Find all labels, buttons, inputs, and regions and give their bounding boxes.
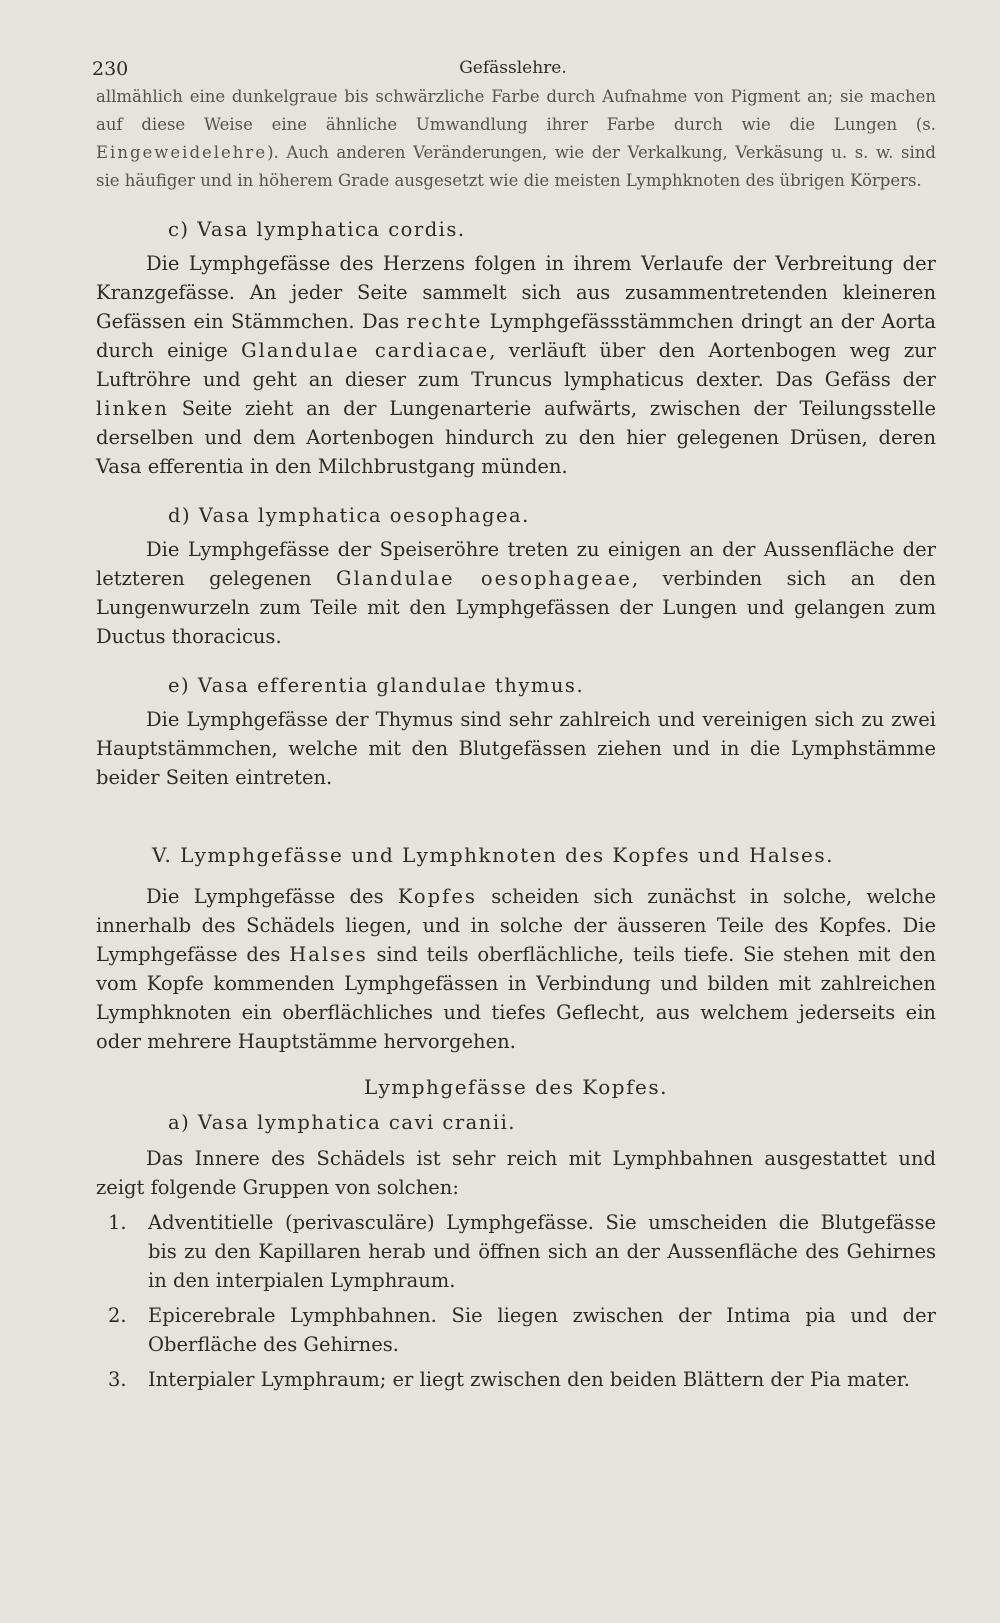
paragraph-cordis (96, 249, 936, 481)
list-item-number: 3. (108, 1368, 127, 1391)
section-heading-v: V. Lymphgefässe und Lymphknoten des Kopfes und Halses. (152, 843, 834, 867)
list-item-number: 2. (108, 1304, 127, 1327)
v-text-c: sind teils oberflächliche, teils tiefe. Sie stehen mit den vom Kopfe kommenden Lymphgefässen in Verbindung und bilden mit zahlreichen Lymphknoten ein oberflächliches und tiefes Geflecht, aus welchem jederseits ein oder mehrere Hauptstämme hervorgehen. (96, 943, 936, 1053)
page-number: 230 (92, 58, 129, 80)
paragraph-cavi-cranii: Das Innere des Schädels ist sehr reich mit Lymphbahnen ausgestattet und zeigt folgende Gruppen von solchen: (96, 1147, 936, 1199)
intro-text-b: ). Auch anderen Veränderungen, wie der Verkalkung, Verkäsung u. s. w. sind sie häufiger und in höherem Grade ausgesetzt wie die meisten Lymphknoten des übrigen Körpers. (96, 143, 936, 190)
heading-vasa-lymphatica-cordis: c) Vasa lymphatica cordis. (168, 218, 466, 241)
list-item-text: Interpialer Lymphraum; er liegt zwischen den beiden Blättern der Pia mater. (148, 1368, 910, 1391)
heading-vasa-lymphatica-oesophagea: d) Vasa lymphatica oesophagea. (168, 504, 530, 527)
running-title: Gefässlehre. (459, 58, 567, 78)
page-content (96, 83, 936, 1400)
v-text-b: scheiden sich zunächst in solche, welche innerhalb des Schädels liegen, und in solche der äusseren Teile des Kopfes. Die Lymphgefässe des (96, 885, 936, 966)
oesophagea-emph-glandulae: Glandulae oesophageae (336, 567, 632, 590)
v-emph-kopfes: Kopfes (397, 885, 477, 908)
paragraph-oesophagea (96, 535, 936, 651)
heading-vasa-lymphatica-cavi-cranii: a) Vasa lymphatica cavi cranii. (168, 1111, 517, 1134)
cordis-emph-rechte: rechte (406, 310, 483, 333)
oesophagea-text-a: Die Lymphgefässe der Speiseröhre treten zu einigen an der Aussenfläche der letzteren gelegenen (96, 538, 936, 590)
cordis-text-a: Die Lymphgefässe des Herzens folgen in ihrem Verlaufe der Verbreitung der Kranzgefässe. An jeder Seite sammelt sich aus zusammentretenden kleineren Gefässen ein Stämmchen. Das (96, 252, 936, 333)
oesophagea-text-b: , verbinden sich an den Lungenwurzeln zum Teile mit den Lymphgefässen der Lungen und gelangen zum Ductus thoracicus. (96, 567, 936, 648)
heading-vasa-efferentia-thymus: e) Vasa efferentia glandulae thymus. (168, 674, 585, 697)
lymph-groups-list (96, 1208, 936, 1394)
cordis-emph-linken: linken (96, 397, 169, 420)
intro-paragraph (96, 83, 936, 195)
intro-reference: Eingeweidelehre (96, 143, 268, 162)
paragraph-kopf-hals (96, 882, 936, 1056)
cordis-text-b: Lymphgefässstämmchen dringt an der Aorta durch einige (96, 310, 936, 362)
intro-text-a: allmählich eine dunkelgraue bis schwärzliche Farbe durch Aufnahme von Pigment an; sie machen auf diese Weise eine ähnliche Umwandlung ihrer Farbe durch wie die Lungen (s. (96, 87, 936, 134)
list-item-text: Adventitielle (perivasculäre) Lymphgefässe. Sie umscheiden die Blutgefässe bis zu den Kapillaren herab und öffnen sich an der Aussenfläche des Gehirnes in den interpialen Lymphraum. (148, 1211, 936, 1292)
cordis-text-d: Seite zieht an der Lungenarterie aufwärts, zwischen der Teilungsstelle derselben und dem Aortenbogen hindurch zu den hier gelegenen Drüsen, deren Vasa efferentia in den Milchbrustgang münden. (96, 397, 936, 478)
v-emph-halses: Halses (289, 943, 368, 966)
heading-lymphgefaesse-des-kopfes: Lymphgefässe des Kopfes. (364, 1075, 668, 1099)
cordis-emph-glandulae: Glandulae cardiacae (241, 339, 490, 362)
paragraph-thymus: Die Lymphgefässe der Thymus sind sehr zahlreich und vereinigen sich zu zwei Hauptstämmchen, welche mit den Blutgefässen ziehen und in die Lymphstämme beider Seiten eintreten. (96, 708, 936, 789)
v-text-a: Die Lymphgefässe des (146, 885, 398, 908)
list-item-text: Epicerebrale Lymphbahnen. Sie liegen zwischen der Intima pia und der Oberfläche des Gehirnes. (148, 1304, 936, 1356)
list-item (96, 1365, 936, 1394)
list-item (96, 1208, 936, 1295)
list-item (96, 1301, 936, 1359)
list-item-number: 1. (108, 1211, 127, 1234)
cordis-text-c: , verläuft über den Aortenbogen weg zur Luftröhre und geht an dieser zum Truncus lymphaticus dexter. Das Gefäss der (96, 339, 936, 391)
